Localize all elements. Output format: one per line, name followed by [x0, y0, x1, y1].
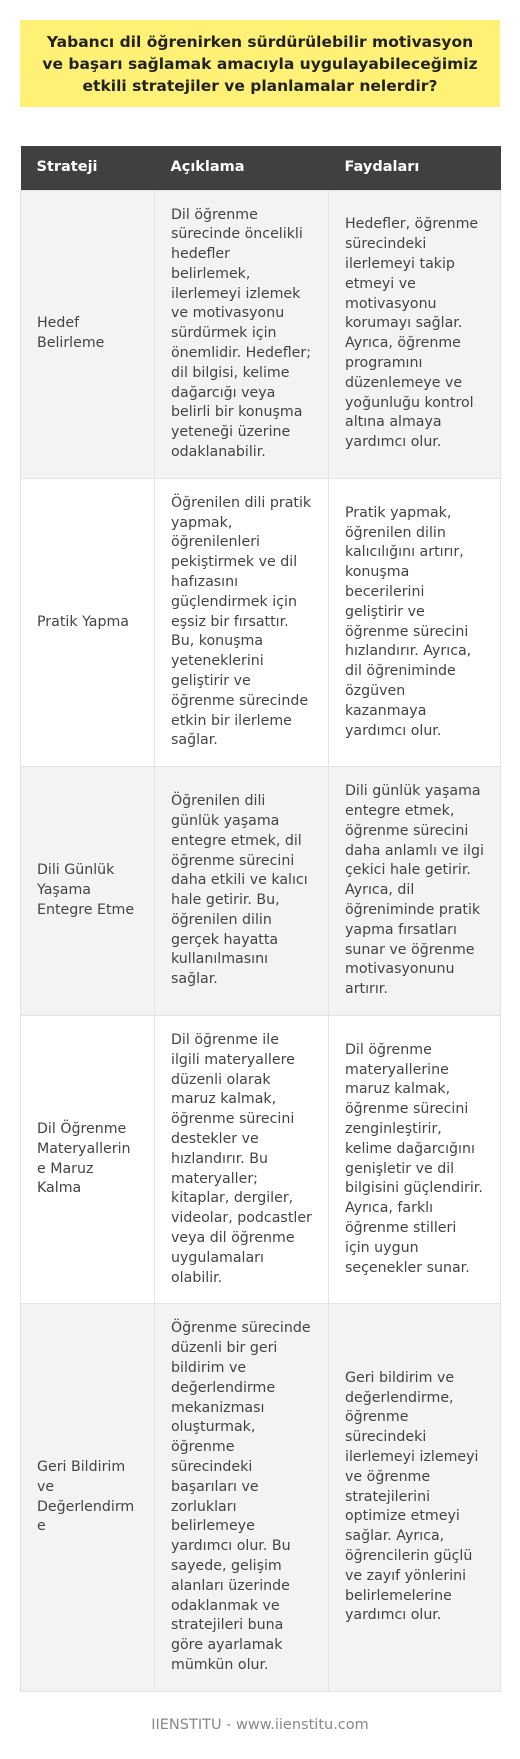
cell-strategy: Dil Öğrenme Materyallerine Maruz Kalma	[21, 1015, 155, 1303]
cell-description: Dil öğrenme ile ilgili materyallere düzenli olarak maruz kalmak, öğrenme sürecini destekler ve hızlandırır. Bu materyaller; kitaplar, dergiler, videolar, podcastler veya dil öğrenme uygulamaları olabilir.	[155, 1015, 329, 1303]
footer-source: IIENSTITU - www.iienstitu.com	[151, 1717, 369, 1733]
cell-benefits: Geri bildirim ve değerlendirme, öğrenme sürecindeki ilerlemeyi izlemeyi ve öğrenme stratejilerini optimize etmeyi sağlar. Ayrıca, öğrencilerin güçlü ve zayıf yönlerini belirlemelerine yardımcı olur.	[329, 1304, 501, 1691]
table-row	[21, 1015, 501, 1303]
cell-benefits: Pratik yapmak, öğrenilen dilin kalıcılığını artırır, konuşma becerilerini geliştirir ve öğrenme sürecini hızlandırır. Ayrıca, dil öğreniminde özgüven kazanmaya yardımcı olur.	[329, 478, 501, 766]
cell-strategy: Hedef Belirleme	[21, 190, 155, 478]
cell-strategy: Pratik Yapma	[21, 478, 155, 766]
cell-description: Öğrenilen dili pratik yapmak, öğrenilenleri pekiştirmek ve dil hafızasını güçlendirmek için eşsiz bir fırsattır. Bu, konuşma yeteneklerini geliştirir ve öğrenme sürecinde etkin bir ilerleme sağlar.	[155, 478, 329, 766]
table-row	[21, 478, 501, 766]
table-row	[21, 190, 501, 478]
question-title: Yabancı dil öğrenirken sürdürülebilir motivasyon ve başarı sağlamak amacıyla uygulayabileceğimiz etkili stratejiler ve planlamalar nelerdir?	[20, 20, 500, 107]
header-strategy: Strateji	[21, 146, 155, 190]
header-benefits: Faydaları	[329, 146, 501, 190]
cell-benefits: Dil öğrenme materyallerine maruz kalmak, öğrenme sürecini zenginleştirir, kelime dağarcığını genişletir ve dil bilgisini güçlendirir. Ayrıca, farklı öğrenme stilleri için uygun seçenekler sunar.	[329, 1015, 501, 1303]
header-description: Açıklama	[155, 146, 329, 190]
table-header-row	[21, 146, 501, 190]
table-row	[21, 1304, 501, 1691]
cell-benefits: Hedefler, öğrenme sürecindeki ilerlemeyi takip etmeyi ve motivasyonu korumayı sağlar. Ayrıca, öğrenme programını düzenlemeye ve yoğunluğu kontrol altına almaya yardımcı olur.	[329, 190, 501, 478]
cell-benefits: Dili günlük yaşama entegre etmek, öğrenme sürecini daha anlamlı ve ilgi çekici hale getirir. Ayrıca, dil öğreniminde pratik yapma fırsatları sunar ve öğrenme motivasyonunu artırır.	[329, 767, 501, 1016]
cell-strategy: Dili Günlük Yaşama Entegre Etme	[21, 767, 155, 1016]
cell-description: Dil öğrenme sürecinde öncelikli hedefler belirlemek, ilerlemeyi izlemek ve motivasyonu sürdürmek için önemlidir. Hedefler; dil bilgisi, kelime dağarcığı veya belirli bir konuşma yeteneği üzerine odaklanabilir.	[155, 190, 329, 478]
cell-description: Öğrenme sürecinde düzenli bir geri bildirim ve değerlendirme mekanizması oluşturmak, öğrenme sürecindeki başarıları ve zorlukları belirlemeye yardımcı olur. Bu sayede, gelişim alanları üzerinde odaklanmak ve stratejileri buna göre ayarlamak mümkün olur.	[155, 1304, 329, 1691]
cell-description: Öğrenilen dili günlük yaşama entegre etmek, dil öğrenme sürecini daha etkili ve kalıcı hale getirir. Bu, öğrenilen dilin gerçek hayatta kullanılmasını sağlar.	[155, 767, 329, 1016]
cell-strategy: Geri Bildirim ve Değerlendirme	[21, 1304, 155, 1691]
strategy-table	[20, 146, 501, 1692]
table-row	[21, 767, 501, 1016]
